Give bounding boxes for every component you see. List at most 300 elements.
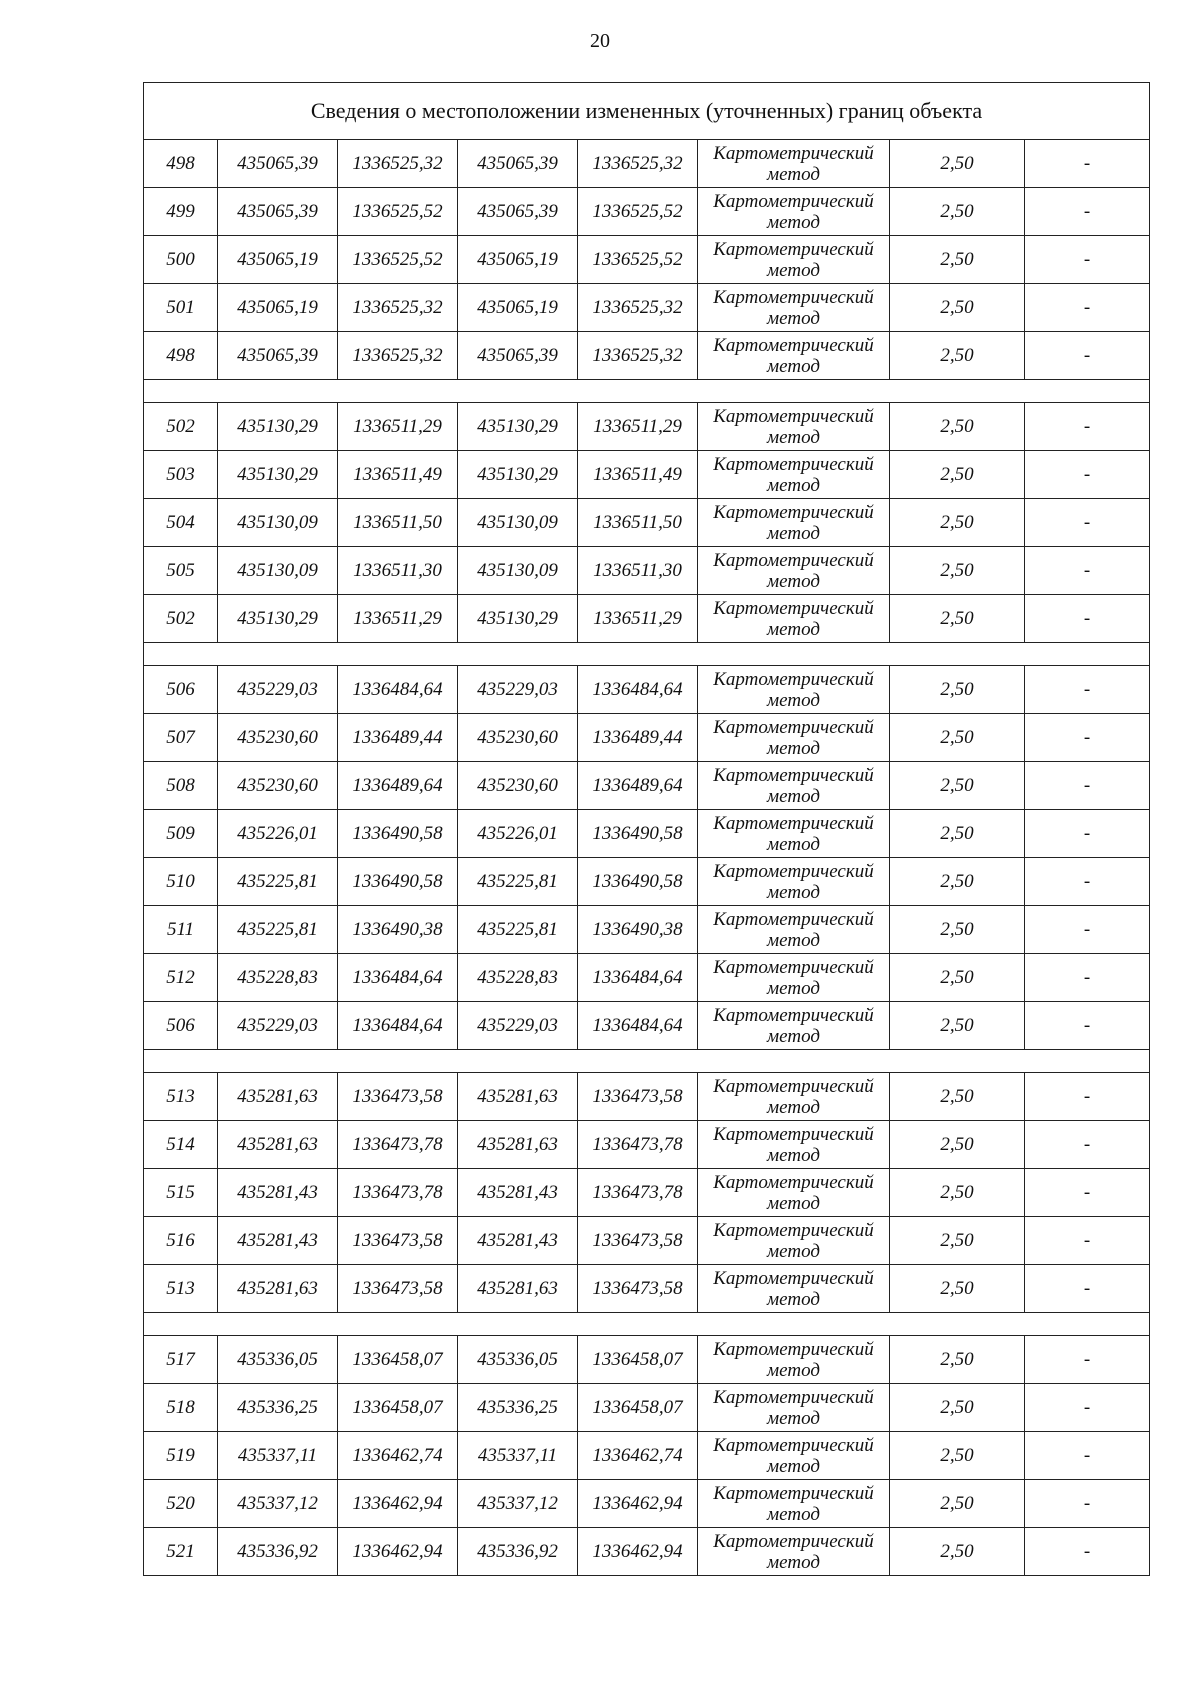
accuracy-cell: 2,50 <box>890 858 1025 906</box>
table-row <box>144 499 1150 547</box>
description-cell: - <box>1025 954 1150 1002</box>
y-existing-cell: 1336525,52 <box>338 236 458 284</box>
description-cell: - <box>1025 332 1150 380</box>
y-existing-cell: 1336473,58 <box>338 1217 458 1265</box>
method-text: Картометрический <box>713 1123 874 1145</box>
table-title: Сведения о местоположении измененных (уточненных) границ объекта <box>144 83 1150 140</box>
method-text: метод <box>767 163 820 185</box>
x-existing-cell: 435281,63 <box>218 1073 338 1121</box>
x-existing-cell: 435065,39 <box>218 188 338 236</box>
x-existing-cell: 435281,43 <box>218 1217 338 1265</box>
point-number-cell: 508 <box>144 762 218 810</box>
y-new-cell: 1336490,38 <box>578 906 698 954</box>
table-row <box>144 1121 1150 1169</box>
accuracy-cell: 2,50 <box>890 451 1025 499</box>
point-number-cell: 499 <box>144 188 218 236</box>
x-existing-cell: 435281,63 <box>218 1265 338 1313</box>
method-text: метод <box>767 881 820 903</box>
x-new-cell: 435225,81 <box>458 858 578 906</box>
point-number-cell: 513 <box>144 1265 218 1313</box>
y-new-cell: 1336462,94 <box>578 1528 698 1576</box>
description-cell: - <box>1025 284 1150 332</box>
method-cell <box>698 1073 890 1121</box>
x-new-cell: 435065,39 <box>458 188 578 236</box>
x-existing-cell: 435230,60 <box>218 762 338 810</box>
method-text: метод <box>767 474 820 496</box>
description-cell: - <box>1025 236 1150 284</box>
y-new-cell: 1336484,64 <box>578 954 698 1002</box>
accuracy-cell: 2,50 <box>890 1002 1025 1050</box>
description-cell: - <box>1025 1336 1150 1384</box>
table-row <box>144 236 1150 284</box>
method-text: Картометрический <box>713 668 874 690</box>
point-number-cell: 518 <box>144 1384 218 1432</box>
x-new-cell: 435336,92 <box>458 1528 578 1576</box>
method-cell <box>698 810 890 858</box>
method-text: Картометрический <box>713 1338 874 1360</box>
point-number-cell: 517 <box>144 1336 218 1384</box>
accuracy-cell: 2,50 <box>890 1528 1025 1576</box>
y-existing-cell: 1336525,32 <box>338 332 458 380</box>
method-cell <box>698 284 890 332</box>
method-text: Картометрический <box>713 334 874 356</box>
method-text: метод <box>767 785 820 807</box>
table-row <box>144 1169 1150 1217</box>
y-new-cell: 1336473,58 <box>578 1217 698 1265</box>
method-cell <box>698 403 890 451</box>
method-text: Картометрический <box>713 142 874 164</box>
y-new-cell: 1336484,64 <box>578 1002 698 1050</box>
point-number-cell: 501 <box>144 284 218 332</box>
description-cell: - <box>1025 1384 1150 1432</box>
table-row <box>144 1384 1150 1432</box>
method-text: Картометрический <box>713 190 874 212</box>
y-existing-cell: 1336462,94 <box>338 1528 458 1576</box>
y-existing-cell: 1336511,49 <box>338 451 458 499</box>
method-text: Картометрический <box>713 549 874 571</box>
group-separator-cell <box>144 1050 1150 1073</box>
method-text: метод <box>767 307 820 329</box>
table-row <box>144 1480 1150 1528</box>
point-number-cell: 504 <box>144 499 218 547</box>
point-number-cell: 509 <box>144 810 218 858</box>
method-text: Картометрический <box>713 908 874 930</box>
method-cell <box>698 1432 890 1480</box>
group-separator-row <box>144 1050 1150 1073</box>
table-row <box>144 1217 1150 1265</box>
method-cell <box>698 1121 890 1169</box>
x-existing-cell: 435229,03 <box>218 666 338 714</box>
accuracy-cell: 2,50 <box>890 1121 1025 1169</box>
y-new-cell: 1336490,58 <box>578 858 698 906</box>
accuracy-cell: 2,50 <box>890 188 1025 236</box>
method-cell <box>698 906 890 954</box>
y-new-cell: 1336511,30 <box>578 547 698 595</box>
accuracy-cell: 2,50 <box>890 1169 1025 1217</box>
method-text: метод <box>767 522 820 544</box>
x-existing-cell: 435336,25 <box>218 1384 338 1432</box>
method-cell <box>698 332 890 380</box>
description-cell: - <box>1025 1528 1150 1576</box>
description-cell: - <box>1025 810 1150 858</box>
method-cell <box>698 666 890 714</box>
y-existing-cell: 1336525,32 <box>338 140 458 188</box>
method-text: метод <box>767 426 820 448</box>
method-text: метод <box>767 737 820 759</box>
accuracy-cell: 2,50 <box>890 1384 1025 1432</box>
group-separator-cell <box>144 1313 1150 1336</box>
x-existing-cell: 435130,29 <box>218 403 338 451</box>
x-new-cell: 435130,29 <box>458 403 578 451</box>
y-existing-cell: 1336473,58 <box>338 1073 458 1121</box>
table-row <box>144 284 1150 332</box>
description-cell: - <box>1025 403 1150 451</box>
description-cell: - <box>1025 1073 1150 1121</box>
method-cell <box>698 451 890 499</box>
accuracy-cell: 2,50 <box>890 810 1025 858</box>
method-text: метод <box>767 1455 820 1477</box>
table-row <box>144 858 1150 906</box>
x-existing-cell: 435336,92 <box>218 1528 338 1576</box>
y-new-cell: 1336473,58 <box>578 1073 698 1121</box>
method-cell <box>698 1528 890 1576</box>
point-number-cell: 502 <box>144 595 218 643</box>
y-existing-cell: 1336473,78 <box>338 1121 458 1169</box>
accuracy-cell: 2,50 <box>890 714 1025 762</box>
point-number-cell: 502 <box>144 403 218 451</box>
method-text: метод <box>767 977 820 999</box>
table-row <box>144 332 1150 380</box>
method-text: Картометрический <box>713 238 874 260</box>
x-existing-cell: 435225,81 <box>218 858 338 906</box>
y-existing-cell: 1336525,32 <box>338 284 458 332</box>
x-new-cell: 435065,39 <box>458 140 578 188</box>
table-title-row <box>144 83 1150 140</box>
description-cell: - <box>1025 666 1150 714</box>
y-new-cell: 1336525,32 <box>578 284 698 332</box>
table-row <box>144 714 1150 762</box>
method-text: метод <box>767 1096 820 1118</box>
table-row <box>144 762 1150 810</box>
x-existing-cell: 435130,29 <box>218 451 338 499</box>
accuracy-cell: 2,50 <box>890 906 1025 954</box>
y-existing-cell: 1336462,94 <box>338 1480 458 1528</box>
y-existing-cell: 1336490,58 <box>338 810 458 858</box>
x-existing-cell: 435337,11 <box>218 1432 338 1480</box>
y-existing-cell: 1336458,07 <box>338 1384 458 1432</box>
point-number-cell: 514 <box>144 1121 218 1169</box>
accuracy-cell: 2,50 <box>890 1336 1025 1384</box>
accuracy-cell: 2,50 <box>890 140 1025 188</box>
accuracy-cell: 2,50 <box>890 236 1025 284</box>
table-row <box>144 188 1150 236</box>
method-cell <box>698 954 890 1002</box>
method-text: Картометрический <box>713 286 874 308</box>
description-cell: - <box>1025 714 1150 762</box>
method-text: метод <box>767 1192 820 1214</box>
x-existing-cell: 435065,19 <box>218 236 338 284</box>
table-row <box>144 403 1150 451</box>
y-existing-cell: 1336462,74 <box>338 1432 458 1480</box>
accuracy-cell: 2,50 <box>890 403 1025 451</box>
accuracy-cell: 2,50 <box>890 332 1025 380</box>
point-number-cell: 503 <box>144 451 218 499</box>
x-existing-cell: 435337,12 <box>218 1480 338 1528</box>
x-existing-cell: 435228,83 <box>218 954 338 1002</box>
method-text: метод <box>767 1240 820 1262</box>
method-text: Картометрический <box>713 1386 874 1408</box>
method-cell <box>698 188 890 236</box>
y-existing-cell: 1336484,64 <box>338 954 458 1002</box>
description-cell: - <box>1025 1217 1150 1265</box>
description-cell: - <box>1025 547 1150 595</box>
method-cell <box>698 1480 890 1528</box>
method-text: Картометрический <box>713 812 874 834</box>
point-number-cell: 511 <box>144 906 218 954</box>
y-new-cell: 1336490,58 <box>578 810 698 858</box>
point-number-cell: 498 <box>144 140 218 188</box>
y-new-cell: 1336458,07 <box>578 1336 698 1384</box>
accuracy-cell: 2,50 <box>890 284 1025 332</box>
x-new-cell: 435229,03 <box>458 666 578 714</box>
x-new-cell: 435336,25 <box>458 1384 578 1432</box>
x-existing-cell: 435281,43 <box>218 1169 338 1217</box>
accuracy-cell: 2,50 <box>890 595 1025 643</box>
x-existing-cell: 435065,19 <box>218 284 338 332</box>
table-row <box>144 906 1150 954</box>
method-text: Картометрический <box>713 716 874 738</box>
y-new-cell: 1336511,29 <box>578 403 698 451</box>
x-new-cell: 435226,01 <box>458 810 578 858</box>
point-number-cell: 507 <box>144 714 218 762</box>
page-number: 20 <box>590 30 610 52</box>
table-row <box>144 1528 1150 1576</box>
x-existing-cell: 435065,39 <box>218 332 338 380</box>
accuracy-cell: 2,50 <box>890 1217 1025 1265</box>
method-text: Картометрический <box>713 1434 874 1456</box>
x-existing-cell: 435130,09 <box>218 499 338 547</box>
description-cell: - <box>1025 451 1150 499</box>
point-number-cell: 515 <box>144 1169 218 1217</box>
table-row <box>144 810 1150 858</box>
method-text: метод <box>767 689 820 711</box>
description-cell: - <box>1025 762 1150 810</box>
method-cell <box>698 762 890 810</box>
y-existing-cell: 1336511,29 <box>338 403 458 451</box>
point-number-cell: 512 <box>144 954 218 1002</box>
y-new-cell: 1336484,64 <box>578 666 698 714</box>
y-existing-cell: 1336484,64 <box>338 1002 458 1050</box>
method-text: Картометрический <box>713 1075 874 1097</box>
description-cell: - <box>1025 1480 1150 1528</box>
method-text: Картометрический <box>713 453 874 475</box>
table-row <box>144 1265 1150 1313</box>
method-cell <box>698 714 890 762</box>
y-existing-cell: 1336489,64 <box>338 762 458 810</box>
method-text: Картометрический <box>713 956 874 978</box>
x-new-cell: 435130,09 <box>458 547 578 595</box>
x-existing-cell: 435130,29 <box>218 595 338 643</box>
accuracy-cell: 2,50 <box>890 1432 1025 1480</box>
method-cell <box>698 547 890 595</box>
y-new-cell: 1336511,49 <box>578 451 698 499</box>
method-cell <box>698 858 890 906</box>
x-new-cell: 435281,63 <box>458 1121 578 1169</box>
point-number-cell: 516 <box>144 1217 218 1265</box>
y-existing-cell: 1336511,30 <box>338 547 458 595</box>
method-text: Картометрический <box>713 501 874 523</box>
table-row <box>144 954 1150 1002</box>
y-existing-cell: 1336458,07 <box>338 1336 458 1384</box>
y-existing-cell: 1336473,78 <box>338 1169 458 1217</box>
y-new-cell: 1336462,74 <box>578 1432 698 1480</box>
y-new-cell: 1336525,52 <box>578 188 698 236</box>
x-new-cell: 435229,03 <box>458 1002 578 1050</box>
point-number-cell: 520 <box>144 1480 218 1528</box>
method-cell <box>698 499 890 547</box>
x-new-cell: 435230,60 <box>458 714 578 762</box>
x-new-cell: 435281,43 <box>458 1217 578 1265</box>
y-new-cell: 1336489,44 <box>578 714 698 762</box>
x-existing-cell: 435281,63 <box>218 1121 338 1169</box>
method-text: метод <box>767 1144 820 1166</box>
description-cell: - <box>1025 1432 1150 1480</box>
group-separator-row <box>144 380 1150 403</box>
y-new-cell: 1336511,50 <box>578 499 698 547</box>
accuracy-cell: 2,50 <box>890 547 1025 595</box>
x-new-cell: 435337,12 <box>458 1480 578 1528</box>
x-new-cell: 435337,11 <box>458 1432 578 1480</box>
method-text: Картометрический <box>713 1004 874 1026</box>
y-new-cell: 1336511,29 <box>578 595 698 643</box>
accuracy-cell: 2,50 <box>890 1073 1025 1121</box>
method-cell <box>698 595 890 643</box>
method-cell <box>698 1336 890 1384</box>
y-new-cell: 1336473,78 <box>578 1121 698 1169</box>
description-cell: - <box>1025 906 1150 954</box>
accuracy-cell: 2,50 <box>890 762 1025 810</box>
method-text: Картометрический <box>713 1219 874 1241</box>
x-new-cell: 435336,05 <box>458 1336 578 1384</box>
y-existing-cell: 1336473,58 <box>338 1265 458 1313</box>
table-row <box>144 451 1150 499</box>
method-cell <box>698 1384 890 1432</box>
method-text: Картометрический <box>713 764 874 786</box>
y-existing-cell: 1336490,38 <box>338 906 458 954</box>
point-number-cell: 506 <box>144 666 218 714</box>
description-cell: - <box>1025 595 1150 643</box>
description-cell: - <box>1025 1169 1150 1217</box>
method-text: Картометрический <box>713 405 874 427</box>
y-existing-cell: 1336489,44 <box>338 714 458 762</box>
method-text: метод <box>767 833 820 855</box>
x-new-cell: 435228,83 <box>458 954 578 1002</box>
x-existing-cell: 435229,03 <box>218 1002 338 1050</box>
method-text: метод <box>767 1288 820 1310</box>
x-existing-cell: 435065,39 <box>218 140 338 188</box>
method-text: метод <box>767 355 820 377</box>
x-new-cell: 435065,19 <box>458 236 578 284</box>
y-new-cell: 1336489,64 <box>578 762 698 810</box>
y-new-cell: 1336458,07 <box>578 1384 698 1432</box>
y-existing-cell: 1336511,29 <box>338 595 458 643</box>
point-number-cell: 500 <box>144 236 218 284</box>
table-row <box>144 1336 1150 1384</box>
x-new-cell: 435130,09 <box>458 499 578 547</box>
method-text: метод <box>767 1025 820 1047</box>
method-text: метод <box>767 618 820 640</box>
x-new-cell: 435225,81 <box>458 906 578 954</box>
accuracy-cell: 2,50 <box>890 1480 1025 1528</box>
boundary-table <box>143 82 1150 1576</box>
method-text: метод <box>767 570 820 592</box>
y-existing-cell: 1336484,64 <box>338 666 458 714</box>
description-cell: - <box>1025 188 1150 236</box>
accuracy-cell: 2,50 <box>890 954 1025 1002</box>
y-existing-cell: 1336511,50 <box>338 499 458 547</box>
method-text: Картометрический <box>713 1171 874 1193</box>
table-row <box>144 1002 1150 1050</box>
method-text: Картометрический <box>713 860 874 882</box>
x-new-cell: 435130,29 <box>458 451 578 499</box>
table-row <box>144 1073 1150 1121</box>
method-text: Картометрический <box>713 1482 874 1504</box>
method-cell <box>698 236 890 284</box>
x-existing-cell: 435226,01 <box>218 810 338 858</box>
point-number-cell: 519 <box>144 1432 218 1480</box>
method-cell <box>698 140 890 188</box>
accuracy-cell: 2,50 <box>890 666 1025 714</box>
table-row <box>144 595 1150 643</box>
point-number-cell: 510 <box>144 858 218 906</box>
table-row <box>144 140 1150 188</box>
x-existing-cell: 435230,60 <box>218 714 338 762</box>
description-cell: - <box>1025 1002 1150 1050</box>
point-number-cell: 505 <box>144 547 218 595</box>
x-new-cell: 435130,29 <box>458 595 578 643</box>
description-cell: - <box>1025 1265 1150 1313</box>
method-text: метод <box>767 929 820 951</box>
y-new-cell: 1336473,78 <box>578 1169 698 1217</box>
y-new-cell: 1336473,58 <box>578 1265 698 1313</box>
method-text: метод <box>767 1503 820 1525</box>
description-cell: - <box>1025 1121 1150 1169</box>
x-new-cell: 435230,60 <box>458 762 578 810</box>
group-separator-cell <box>144 380 1150 403</box>
method-text: Картометрический <box>713 1267 874 1289</box>
x-new-cell: 435281,43 <box>458 1169 578 1217</box>
description-cell: - <box>1025 499 1150 547</box>
group-separator-row <box>144 1313 1150 1336</box>
method-text: Картометрический <box>713 597 874 619</box>
description-cell: - <box>1025 858 1150 906</box>
method-text: метод <box>767 1359 820 1381</box>
method-text: метод <box>767 259 820 281</box>
method-cell <box>698 1169 890 1217</box>
y-existing-cell: 1336525,52 <box>338 188 458 236</box>
y-existing-cell: 1336490,58 <box>338 858 458 906</box>
x-new-cell: 435281,63 <box>458 1073 578 1121</box>
table-row <box>144 666 1150 714</box>
description-cell: - <box>1025 140 1150 188</box>
point-number-cell: 498 <box>144 332 218 380</box>
method-cell <box>698 1002 890 1050</box>
accuracy-cell: 2,50 <box>890 1265 1025 1313</box>
method-text: метод <box>767 211 820 233</box>
y-new-cell: 1336525,32 <box>578 140 698 188</box>
table-row <box>144 1432 1150 1480</box>
y-new-cell: 1336462,94 <box>578 1480 698 1528</box>
